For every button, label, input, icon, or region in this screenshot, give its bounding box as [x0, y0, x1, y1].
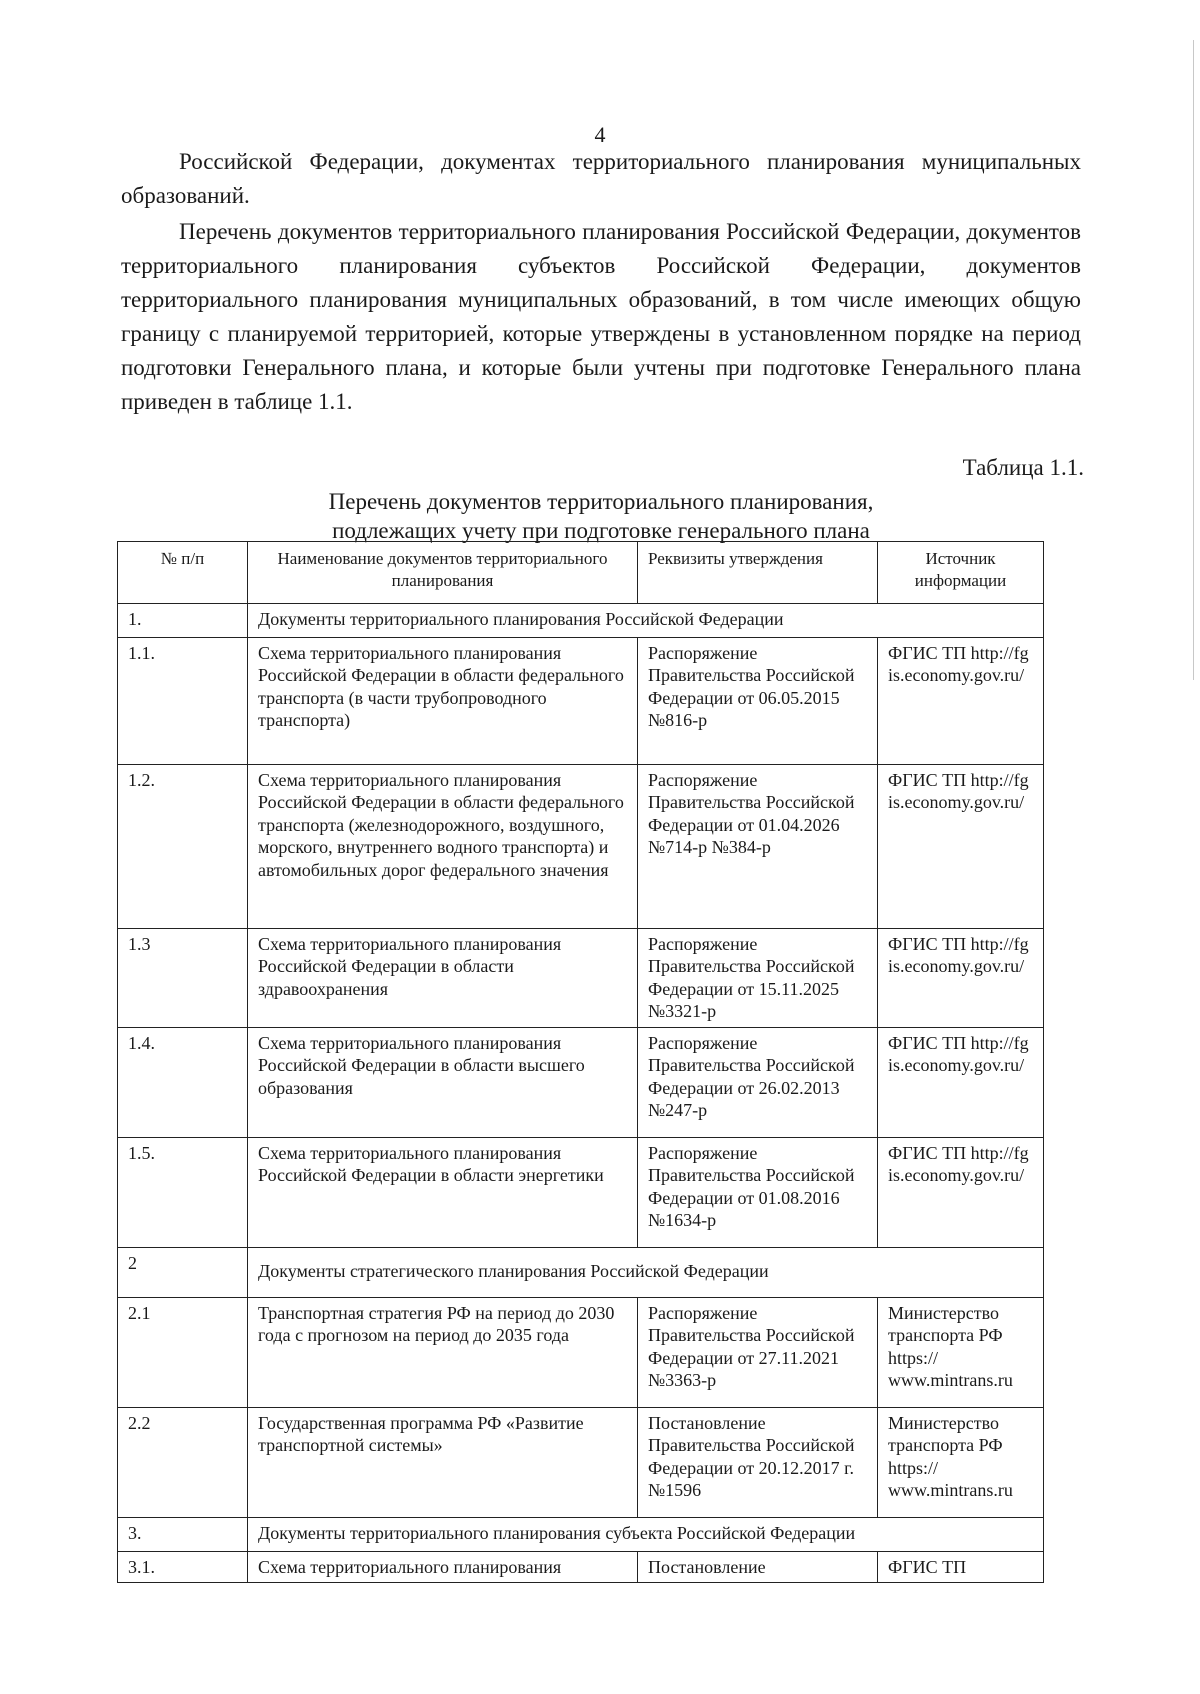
row-details: Распоряжение Правительства Российской Федерации от 26.02.2013 №247-р — [638, 1027, 878, 1137]
table-row-cut — [118, 1551, 1044, 1583]
row-source: ФГИС ТП http://fgis.economy.gov.ru/ — [878, 1027, 1044, 1137]
row-source: ФГИС ТП — [878, 1551, 1044, 1583]
section-num: 2 — [118, 1247, 248, 1297]
header-name: Наименование документов территориального планирования — [248, 542, 638, 604]
table-row — [118, 764, 1044, 928]
section-row-3 — [118, 1517, 1044, 1551]
table-row — [118, 928, 1044, 1027]
table-header-row — [118, 542, 1044, 604]
row-details: Распоряжение Правительства Российской Федерации от 01.08.2016 №1634-р — [638, 1137, 878, 1247]
row-details: Распоряжение Правительства Российской Федерации от 01.04.2026 №714-р №384-р — [638, 764, 878, 928]
row-source: ФГИС ТП http://fgis.economy.gov.ru/ — [878, 637, 1044, 764]
table-row — [118, 637, 1044, 764]
row-details: Постановление Правительства Российской Федерации от 20.12.2017 г. №1596 — [638, 1407, 878, 1517]
row-details: Постановление — [638, 1551, 878, 1583]
row-details: Распоряжение Правительства Российской Федерации от 15.11.2025 №3321-р — [638, 928, 878, 1027]
header-source: Источник информации — [878, 542, 1044, 604]
table-caption: Таблица 1.1. — [962, 455, 1084, 480]
section-num: 1. — [118, 604, 248, 638]
header-num: № п/п — [118, 542, 248, 604]
row-num: 1.3 — [118, 928, 248, 1027]
table-title-line-1: Перечень документов территориального планирования, — [328, 489, 874, 514]
row-name: Транспортная стратегия РФ на период до 2030 года с прогнозом на период до 2035 года — [248, 1297, 638, 1407]
row-num: 1.5. — [118, 1137, 248, 1247]
section-row-1 — [118, 604, 1044, 638]
section-title: Документы территориального планирования Российской Федерации — [248, 604, 1044, 638]
body-text — [121, 145, 1081, 419]
row-num: 1.4. — [118, 1027, 248, 1137]
row-details: Распоряжение Правительства Российской Федерации от 06.05.2015 №816-р — [638, 637, 878, 764]
row-name: Схема территориального планирования — [248, 1551, 638, 1583]
row-source: Министерство транспорта РФ https:// www.mintrans.ru — [878, 1407, 1044, 1517]
row-name: Схема территориального планирования Российской Федерации в области высшего образования — [248, 1027, 638, 1137]
row-name: Схема территориального планирования Российской Федерации в области федерального транспорта (железнодорожного, воздушного, морского, внутреннего водного транспорта) и автомобильных дорог федерального значения — [248, 764, 638, 928]
section-num: 3. — [118, 1517, 248, 1551]
row-num: 1.1. — [118, 637, 248, 764]
table-row — [118, 1027, 1044, 1137]
page-number: 4 — [594, 122, 606, 147]
row-num: 3.1. — [118, 1551, 248, 1583]
table-row — [118, 1137, 1044, 1247]
row-name: Схема территориального планирования Российской Федерации в области федерального транспорта (в части трубопроводного транспорта) — [248, 637, 638, 764]
row-name: Схема территориального планирования Российской Федерации в области здравоохранения — [248, 928, 638, 1027]
row-name: Государственная программа РФ «Развитие транспортной системы» — [248, 1407, 638, 1517]
table-title — [121, 487, 1081, 545]
row-source: ФГИС ТП http://fgis.economy.gov.ru/ — [878, 764, 1044, 928]
paragraph-continuation: Российской Федерации, документах территориального планирования муниципальных образований. — [121, 149, 1081, 208]
table-row — [118, 1407, 1044, 1517]
row-source: ФГИС ТП http://fgis.economy.gov.ru/ — [878, 928, 1044, 1027]
row-num: 2.1 — [118, 1297, 248, 1407]
header-details: Реквизиты утверждения — [638, 542, 878, 604]
row-num: 1.2. — [118, 764, 248, 928]
row-num: 2.2 — [118, 1407, 248, 1517]
section-row-2 — [118, 1247, 1044, 1297]
table-title-line-2: подлежащих учету при подготовке генерального плана — [332, 518, 870, 543]
row-name: Схема территориального планирования Российской Федерации в области энергетики — [248, 1137, 638, 1247]
paragraph-table-intro: Перечень документов территориального планирования Российской Федерации, документов территориального планирования субъектов Российской Федерации, документов территориального планирования муниципальных образований, в том числе имеющих общую границу с планируемой территорией, которые утверждены в установленном порядке на период подготовки Генерального плана, и которые были учтены при подготовке Генерального плана приведен в таблице 1.1. — [121, 219, 1081, 414]
row-source: Министерство транспорта РФ https:// www.mintrans.ru — [878, 1297, 1044, 1407]
section-title: Документы территориального планирования субъекта Российской Федерации — [248, 1517, 1044, 1551]
table-row — [118, 1297, 1044, 1407]
documents-table — [117, 541, 1044, 1583]
row-details: Распоряжение Правительства Российской Федерации от 27.11.2021 №3363-р — [638, 1297, 878, 1407]
row-source: ФГИС ТП http://fgis.economy.gov.ru/ — [878, 1137, 1044, 1247]
section-title: Документы стратегического планирования Российской Федерации — [248, 1247, 1044, 1297]
